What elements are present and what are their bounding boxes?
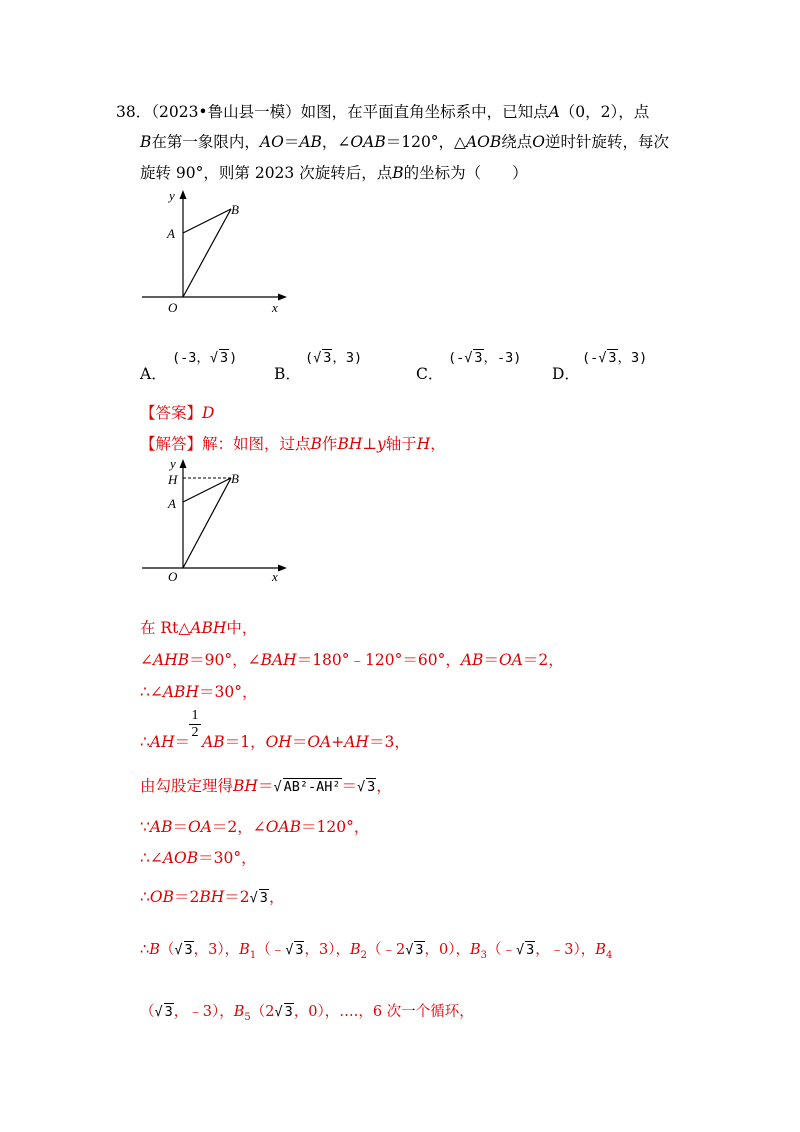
option-d-value: (-√ 3，3)	[582, 350, 648, 366]
answer-value: D	[202, 404, 215, 422]
point-h-label: H	[168, 472, 178, 487]
question-source: （2023•鲁山县一模）	[151, 103, 301, 121]
question-line-2-segment: O	[532, 133, 546, 151]
answer-tag: 【答案】	[140, 404, 203, 422]
step-2: ∠AHB＝90°，∠BAH＝180°﹣120°＝60°，AB＝OA＝2，	[140, 651, 564, 669]
question-figure	[130, 185, 300, 320]
point-o-label: O	[168, 569, 178, 584]
sqrt-sign: √ 3	[209, 350, 229, 366]
question-number: 38．	[116, 103, 152, 121]
step-3: ∴∠ABH＝30°，	[140, 683, 258, 701]
question-line-2-segment: ，∠	[321, 133, 351, 151]
sqrt-sign: √ 3	[516, 942, 535, 958]
point-b-label: B	[231, 202, 239, 217]
question-line-2-segment: 绕点	[501, 133, 533, 151]
step-7: ∴∠AOB＝30°，	[140, 849, 257, 867]
sqrt-sign: √ 3	[598, 350, 617, 366]
x-axis-label: x	[272, 300, 278, 315]
step-4: ∴AH＝ AB＝1，OH＝OA+AH＝3，	[140, 733, 410, 751]
question-line-2-segment: B	[140, 133, 152, 151]
step-1: 在 Rt△ABH中，	[140, 619, 258, 637]
sqrt-sign: √ 3	[357, 779, 376, 795]
option-a-value: (-3，√ 3)	[172, 350, 238, 366]
point-o-label: O	[168, 300, 178, 315]
option-a: A．	[140, 365, 167, 383]
sqrt-sign: √ 3	[313, 350, 332, 366]
sqrt-sign: √ 3	[249, 890, 268, 906]
sqrt-sign: √ 3	[154, 1004, 173, 1020]
option-d: D．	[552, 365, 580, 383]
analysis-tag: 【解答】	[140, 435, 203, 453]
y-axis-label: y	[169, 188, 175, 203]
question-line-1: 38．（2023•鲁山县一模）如图，在平面直角坐标系中，已知点A（0，2），点	[116, 103, 650, 121]
question-line-2-segment: AO	[259, 133, 284, 151]
option-c-value: (-√ 3，-3)	[448, 350, 522, 366]
step-6: ∵AB＝OA＝2，∠OAB＝120°，	[140, 818, 370, 836]
fraction-denominator: 2	[191, 725, 199, 740]
point-b-label: B	[231, 471, 239, 486]
question-line-2	[140, 130, 669, 152]
sqrt-sign: √ 3	[285, 942, 304, 958]
question-line-3	[140, 161, 528, 183]
answer-line	[140, 401, 214, 423]
question-line-2-segment: OAB	[350, 133, 386, 151]
sqrt-sign: √ AB²-AH²	[273, 779, 341, 795]
sqrt-sign: √ 3	[464, 350, 483, 366]
option-b: B．	[274, 365, 301, 383]
question-line-2-segment: ＝120°，△	[385, 133, 466, 151]
option-c: C．	[416, 365, 444, 383]
question-line-2-segment: 逆时针旋转，每次	[545, 133, 670, 151]
option-b-value: (√ 3，3)	[305, 350, 363, 366]
point-a-label: A	[168, 496, 176, 511]
question-line-3-segment: B	[392, 164, 404, 182]
question-line-2-segment: 在第一象限内，	[151, 133, 260, 151]
x-axis-label: x	[272, 569, 278, 584]
step-8: ∴OB＝2BH＝2√ 3，	[140, 888, 285, 906]
analysis-intro: 【解答】解：如图，过点B作BH⊥y轴于H，	[140, 435, 446, 453]
step-9: ∴B（√ 3，3），$B_1(﹣√$ 3，3），$B_2(﹣2√$ 3，0），$B_3(﹣√$ 3，﹣3），$B_4$	[140, 942, 613, 961]
question-line-3-segment: 的坐标为（ ）	[403, 164, 528, 182]
question-line-2-segment: AB	[299, 133, 322, 151]
sqrt-sign: √ 3	[405, 942, 424, 958]
step-10: （√ 3，﹣3），$B_5(2√$ 3，0），….，6 次一个循环，	[140, 1004, 474, 1023]
question-line-3-segment: 旋转 90°，则第 2023 次旋转后，点	[140, 164, 393, 182]
solution-figure	[130, 452, 300, 587]
y-axis-label: y	[170, 456, 176, 471]
sqrt-sign: √ 3	[174, 942, 193, 958]
step-5: 由勾股定理得BH＝√ AB²-AH²＝√ 3，	[140, 777, 392, 795]
question-line-2-segment: AOB	[465, 133, 502, 151]
question-line-2-segment: ＝	[283, 133, 300, 151]
fraction-numerator: 1	[191, 708, 199, 723]
point-a-label: A	[167, 226, 175, 241]
sqrt-sign: √ 3	[274, 1004, 293, 1020]
